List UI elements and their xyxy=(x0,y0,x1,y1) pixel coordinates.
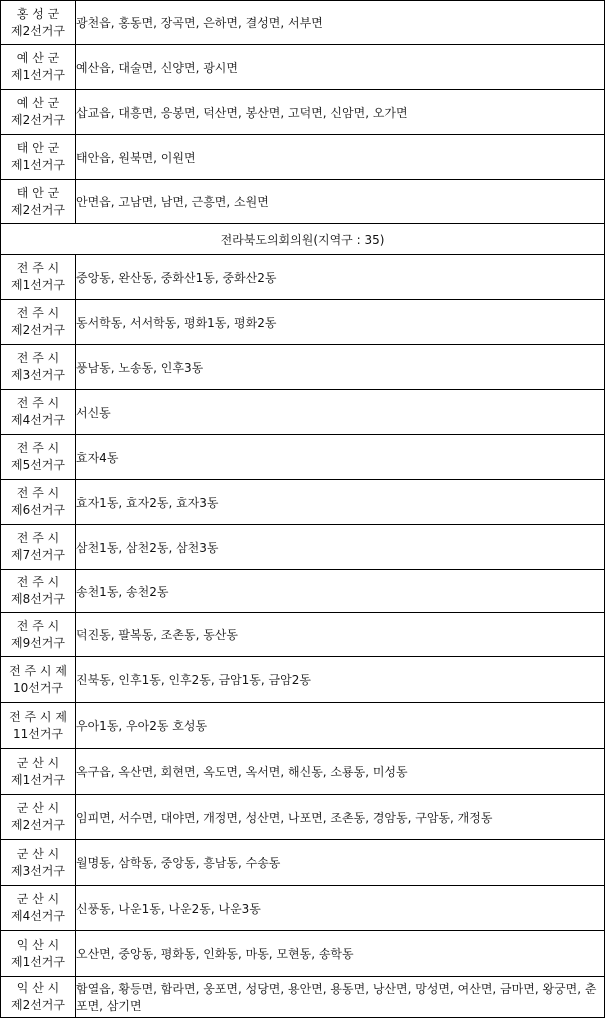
areas-cell: 예산읍, 대술면, 신양면, 광시면 xyxy=(76,45,605,90)
areas-cell: 신풍동, 나운1동, 나운2동, 나운3동 xyxy=(76,886,605,931)
table-row xyxy=(1,703,605,749)
district-name: 전 주 시 xyxy=(16,486,60,500)
section-header: 전라북도의회의원(지역구 : 35) xyxy=(1,224,605,255)
table-row xyxy=(1,1,605,45)
areas-cell: 효자4동 xyxy=(76,435,605,480)
table-row xyxy=(1,570,605,613)
areas-cell: 임피면, 서수면, 대야면, 개정면, 성산면, 나포면, 조촌동, 경암동, 구암동, 개정동 xyxy=(76,795,605,840)
areas-cell: 광천읍, 홍동면, 장곡면, 은하면, 결성면, 서부면 xyxy=(76,1,605,45)
district-cell xyxy=(1,931,76,977)
district-number: 제4선거구 xyxy=(10,909,65,923)
table-row xyxy=(1,613,605,657)
district-number: 제9선거구 xyxy=(10,635,65,650)
areas-cell: 동서학동, 서서학동, 평화1동, 평화2동 xyxy=(76,300,605,345)
areas-cell: 오산면, 중앙동, 평화동, 인화동, 마동, 모현동, 송학동 xyxy=(76,931,605,977)
district-number: 제2선거구 xyxy=(10,323,65,337)
district-cell xyxy=(1,749,76,795)
district-number: 제2선거구 xyxy=(10,202,65,217)
district-cell xyxy=(1,345,76,390)
table-row xyxy=(1,255,605,300)
district-number: 제1선거구 xyxy=(10,772,65,787)
areas-cell: 삼천1동, 삼천2동, 삼천3동 xyxy=(76,525,605,570)
areas-cell: 삽교읍, 대흥면, 응봉면, 덕산면, 봉산면, 고덕면, 신암면, 오가면 xyxy=(76,90,605,135)
district-cell xyxy=(1,977,76,1018)
district-number: 10선거구 xyxy=(12,680,64,695)
district-number: 제2선거구 xyxy=(10,818,65,832)
district-cell xyxy=(1,1,76,45)
district-name: 전 주 시 xyxy=(16,441,60,455)
district-cell xyxy=(1,657,76,703)
district-cell xyxy=(1,525,76,570)
table-row xyxy=(1,886,605,931)
district-cell xyxy=(1,570,76,613)
table-row xyxy=(1,931,605,977)
district-name: 전 주 시 제 xyxy=(9,709,67,724)
district-cell xyxy=(1,886,76,931)
areas-cell: 중앙동, 완산동, 중화산1동, 중화산2동 xyxy=(76,255,605,300)
areas-cell: 우아1동, 우아2동 호성동 xyxy=(76,703,605,749)
district-number: 제5선거구 xyxy=(10,458,65,472)
table-row xyxy=(1,180,605,224)
district-number: 11선거구 xyxy=(12,726,64,741)
district-cell xyxy=(1,840,76,886)
district-number: 제4선거구 xyxy=(10,413,65,427)
areas-cell: 풍남동, 노송동, 인후3동 xyxy=(76,345,605,390)
areas-cell: 안면읍, 고남면, 남면, 근흥면, 소원면 xyxy=(76,180,605,224)
table-row xyxy=(1,45,605,90)
district-number: 제1선거구 xyxy=(10,158,65,172)
district-cell xyxy=(1,45,76,90)
district-name: 전 주 시 xyxy=(16,531,60,545)
district-cell xyxy=(1,435,76,480)
district-name: 전 주 시 xyxy=(16,396,60,410)
district-name: 군 산 시 xyxy=(16,755,60,770)
district-number: 제2선거구 xyxy=(10,113,65,127)
table-row xyxy=(1,390,605,435)
district-number: 제2선거구 xyxy=(10,998,65,1012)
district-number: 제8선거구 xyxy=(10,592,65,606)
district-name: 전 주 시 xyxy=(16,306,60,320)
district-name: 익 산 시 xyxy=(16,981,60,995)
district-name: 예 산 군 xyxy=(16,51,60,65)
district-number: 제1선거구 xyxy=(10,278,65,292)
areas-cell: 송천1동, 송천2동 xyxy=(76,570,605,613)
district-cell xyxy=(1,613,76,657)
district-number: 제6선거구 xyxy=(10,503,65,517)
district-name: 태 안 군 xyxy=(16,185,60,200)
areas-cell: 서신동 xyxy=(76,390,605,435)
district-cell xyxy=(1,300,76,345)
district-cell xyxy=(1,255,76,300)
district-cell xyxy=(1,135,76,180)
district-name: 태 안 군 xyxy=(16,141,60,155)
areas-cell: 효자1동, 효자2동, 효자3동 xyxy=(76,480,605,525)
district-name: 예 산 군 xyxy=(16,96,60,110)
section-header-row xyxy=(1,224,605,255)
areas-cell: 진북동, 인후1동, 인후2동, 금암1동, 금암2동 xyxy=(76,657,605,703)
areas-cell: 옥구읍, 옥산면, 회현면, 옥도면, 옥서면, 해신동, 소룡동, 미성동 xyxy=(76,749,605,795)
areas-cell: 월명동, 삼학동, 중앙동, 흥남동, 수송동 xyxy=(76,840,605,886)
district-cell xyxy=(1,90,76,135)
areas-cell: 함열읍, 황등면, 함라면, 웅포면, 성당면, 용안면, 용동면, 낭산면, 망성면, 여산면, 금마면, 왕궁면, 춘포면, 삼기면 xyxy=(76,977,605,1018)
table-row xyxy=(1,840,605,886)
district-cell xyxy=(1,480,76,525)
district-cell xyxy=(1,703,76,749)
table-row xyxy=(1,749,605,795)
district-name: 전 주 시 제 xyxy=(9,663,67,678)
district-cell xyxy=(1,390,76,435)
district-name: 홍 성 군 xyxy=(16,6,60,21)
district-number: 제1선거구 xyxy=(10,68,65,82)
table-row xyxy=(1,90,605,135)
table-row xyxy=(1,795,605,840)
district-name: 전 주 시 xyxy=(16,261,60,275)
district-name: 전 주 시 xyxy=(16,351,60,365)
table-row xyxy=(1,300,605,345)
table-row xyxy=(1,435,605,480)
areas-cell: 태안읍, 원북면, 이원면 xyxy=(76,135,605,180)
table-row xyxy=(1,525,605,570)
district-cell xyxy=(1,180,76,224)
district-name: 전 주 시 xyxy=(16,618,60,633)
district-number: 제3선거구 xyxy=(10,863,65,878)
areas-cell: 덕진동, 팔복동, 조촌동, 동산동 xyxy=(76,613,605,657)
district-name: 군 산 시 xyxy=(16,892,60,906)
table-row xyxy=(1,345,605,390)
district-number: 제7선거구 xyxy=(10,548,65,562)
table-row xyxy=(1,135,605,180)
district-name: 익 산 시 xyxy=(16,937,60,952)
table-row xyxy=(1,977,605,1018)
district-name: 전 주 시 xyxy=(16,575,60,589)
district-name: 군 산 시 xyxy=(16,846,60,861)
district-name: 군 산 시 xyxy=(16,801,60,815)
district-cell xyxy=(1,795,76,840)
table-row xyxy=(1,480,605,525)
district-number: 제1선거구 xyxy=(10,954,65,969)
district-number: 제2선거구 xyxy=(10,23,65,38)
table-row xyxy=(1,657,605,703)
district-number: 제3선거구 xyxy=(10,368,65,382)
